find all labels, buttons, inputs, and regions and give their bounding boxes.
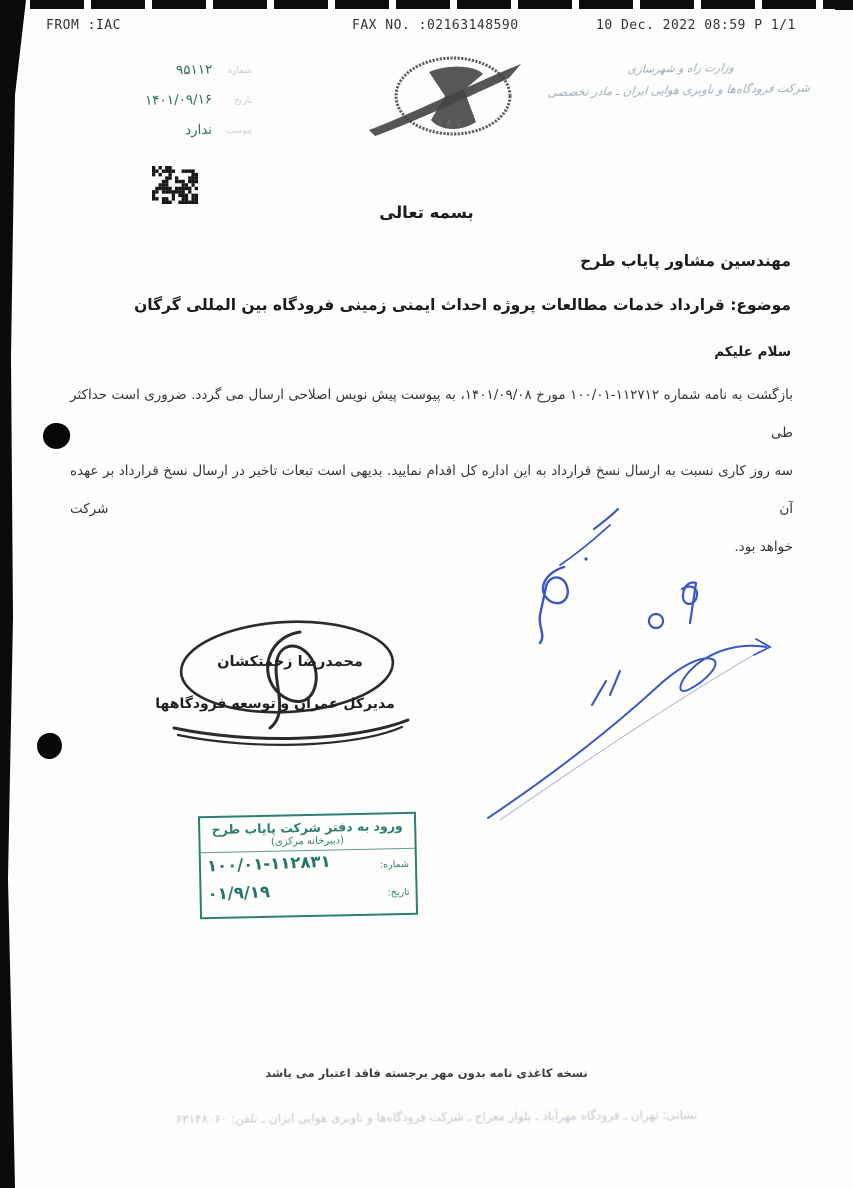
letterhead-organization <box>538 60 822 100</box>
entry-stamp-title: ورود به دفتر شرکت پایاب طرح <box>211 818 403 838</box>
reg-attachment-value: ندارد <box>184 121 213 139</box>
body-line-1 <box>70 376 793 452</box>
stamp-outline-and-signature <box>150 610 450 760</box>
scan-edge-corner <box>835 0 853 10</box>
entry-date-value: ۰۱/۹/۱۹ <box>207 882 271 904</box>
besmele-heading: بسمه تعالی <box>379 203 474 222</box>
entry-number-value: ۱۰۰/۰۱-۱۱۲۸۳۱ <box>206 851 331 876</box>
signatory-title: مدیرکل عمران و توسعه فرودگاهها <box>155 696 395 712</box>
punch-hole-top <box>41 420 73 451</box>
reg-number-value: ۹۵۱۱۲ <box>175 61 213 79</box>
letter-body <box>70 376 793 566</box>
entry-stamp <box>198 812 418 920</box>
iac-airplane-logo-icon <box>363 50 528 146</box>
svg-text:IAC: IAC <box>438 119 468 128</box>
reg-date-label: تاریخ <box>234 96 252 106</box>
company-name: شرکت فرودگاه‌ها و ناوبری هوایی ایران ـ مادر تخصصی <box>547 80 811 100</box>
reg-attachment-label: پیوست <box>225 126 252 136</box>
qr-code <box>152 166 198 204</box>
address-line: نشانی: تهران ـ فرودگاه مهرآباد ـ بلوار معراج ـ شرکت فرودگاه‌ها و ناوبری هوایی ایران ـ تلفن: ۶۳۱۴۸۰۶۰ <box>175 1107 698 1127</box>
entry-stamp-date-row <box>207 879 410 911</box>
scan-edge-left <box>0 0 26 1188</box>
entry-date-label: تاریخ: <box>387 886 410 899</box>
registration-block <box>60 60 260 150</box>
body-line-2: سه روز کاری نسبت به ارسال نسخ قرارداد به این اداره کل اقدام نمایید. بدیهی است تبعات تاخیر در ارسال نسخ قرارداد بر عهده آن شرکت <box>70 463 793 517</box>
body-line1-pre: بازگشت به نامه شماره <box>659 387 793 403</box>
referenced-letter-number: ۱۰۰/۰۱-۱۱۲۷۱۲ <box>570 387 660 403</box>
reg-date-row <box>60 90 260 120</box>
scan-edge-top <box>30 0 853 9</box>
entry-stamp-subtitle: (دبیرخانه مرکزی) <box>270 835 345 848</box>
salutation-line: سلام علیکم <box>714 344 791 360</box>
entry-stamp-number-row <box>207 851 410 883</box>
subject-line: موضوع: قرارداد خدمات مطالعات پروژه احداث ایمنی زمینی فرودگاه بین المللی گرگان <box>134 296 791 314</box>
referenced-letter-date: ۱۴۰۱/۰۹/۰۸ <box>464 387 532 403</box>
ministry-name: وزارت راه و شهرسازی <box>627 61 735 76</box>
fax-number: FAX NO. :02163148590 <box>352 18 519 33</box>
fax-header <box>0 18 853 38</box>
punch-hole-bottom <box>35 731 63 760</box>
recipient-line: مهندسین مشاور پایاب طرح <box>580 252 791 270</box>
fax-from: FROM :IAC <box>46 18 121 33</box>
body-line-3: خواهد بود. <box>734 539 793 555</box>
reg-attachment-row <box>60 120 260 150</box>
body-line1-post: ، به پیوست پیش نویس اصلاحی ارسال می گردد. ضروری است حداکثر طی <box>70 387 793 441</box>
validity-note: نسخه کاغذی نامه بدون مهر برجسته فاقد اعتبار می باشد <box>265 1066 588 1080</box>
entry-number-label: شماره: <box>379 858 410 871</box>
body-line1-mid: مورخ <box>531 387 570 403</box>
reg-date-value: ۱۴۰۱/۰۹/۱۶ <box>144 91 213 109</box>
reg-number-label: شماره <box>227 66 252 76</box>
signatory-name: محمدرضا زحمتکشان <box>217 654 363 670</box>
fax-datetime: 10 Dec. 2022 08:59 P 1/1 <box>596 18 796 33</box>
reg-number-row <box>60 60 260 90</box>
signature-stamp <box>150 610 450 760</box>
